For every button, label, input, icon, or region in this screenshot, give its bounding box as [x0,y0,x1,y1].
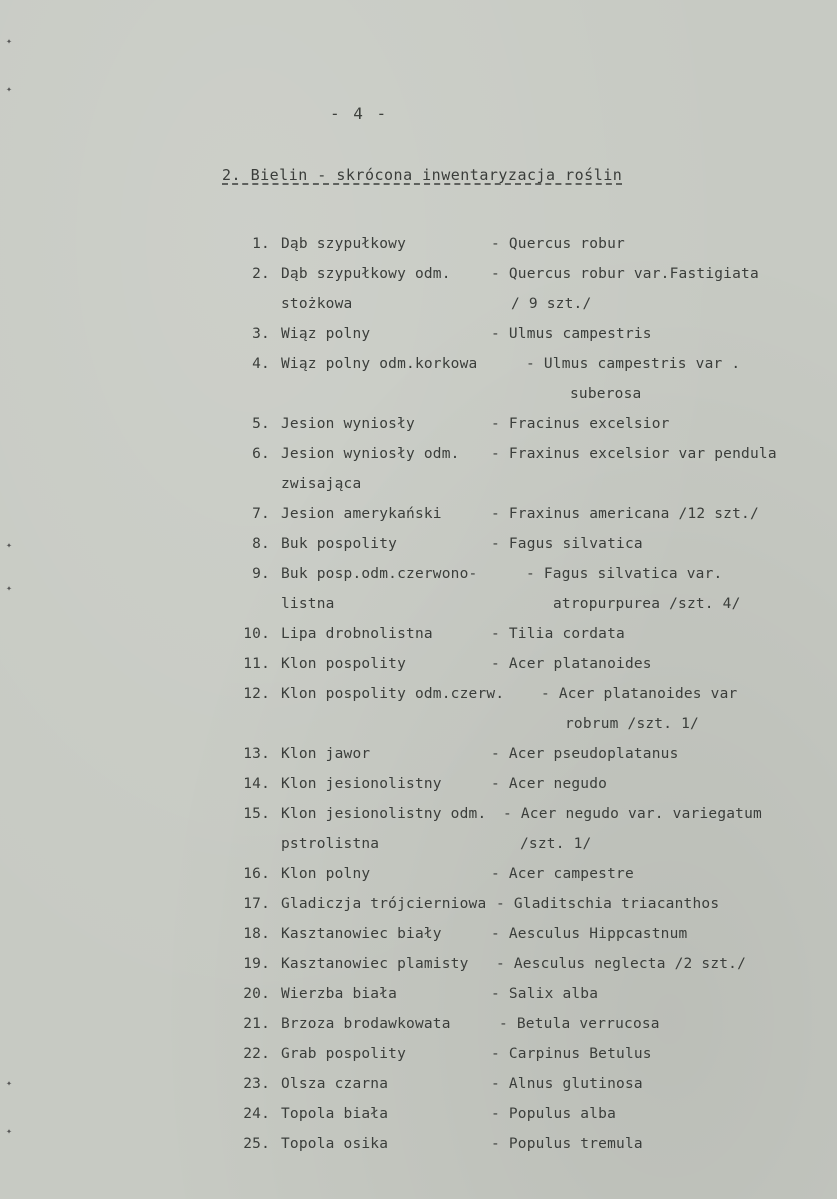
entry-number: 2. [252,266,270,282]
entry-latin-name: - Populus tremula [491,1136,643,1152]
entry-latin-name: - Salix alba [491,986,599,1002]
entry-number: 25. [243,1136,270,1152]
entry-polish-name-continued: pstrolistna [281,836,380,852]
margin-mark: ✦ [6,1078,13,1089]
entry-latin-name: - Acer platanoides var [541,686,738,702]
entry-polish-name: Dąb szypułkowy [281,236,407,252]
entry-polish-name: Topola biała [281,1106,389,1122]
entry-number: 5. [252,416,270,432]
entry-latin-name: - Carpinus Betulus [491,1046,652,1062]
entry-latin-name: - Acer negudo var. variegatum [503,806,762,822]
entry-number: 15. [243,806,270,822]
entry-polish-name-continued: zwisająca [281,476,362,492]
entry-latin-name: - Acer pseudoplatanus [491,746,679,762]
entry-polish-name: Jesion wyniosły [281,416,415,432]
entry-latin-name: - Fraxinus excelsior var pendula [491,446,777,462]
entry-latin-name: - Ulmus campestris [491,326,652,342]
entry-number: 10. [243,626,270,642]
entry-number: 8. [252,536,270,552]
margin-mark: ✦ [6,84,13,95]
entry-polish-name: Topola osika [281,1136,389,1152]
entry-polish-name: Wierzba biała [281,986,398,1002]
entry-latin-name-continued: suberosa [570,386,642,402]
entry-latin-name: - Gladitschia triacanthos [496,896,720,912]
entry-number: 18. [243,926,270,942]
entry-latin-name: - Alnus glutinosa [491,1076,643,1092]
entry-latin-name: - Ulmus campestris var . [526,356,741,372]
entry-latin-name: - Fraxinus americana /12 szt./ [491,506,759,522]
entry-polish-name: Klon jesionolistny odm. [281,806,487,822]
entry-polish-name: Klon polny [281,866,371,882]
entry-number: 19. [243,956,270,972]
entry-polish-name: Lipa drobnolistna [281,626,433,642]
entry-number: 11. [243,656,270,672]
entry-polish-name: Buk pospolity [281,536,398,552]
entry-number: 17. [243,896,270,912]
margin-mark: ✦ [6,583,13,594]
entry-polish-name: Wiąz polny [281,326,371,342]
entry-latin-name-continued: robrum /szt. 1/ [565,716,699,732]
entry-latin-name: - Fracinus excelsior [491,416,670,432]
entry-polish-name: Wiąz polny odm.korkowa [281,356,478,372]
entry-number: 24. [243,1106,270,1122]
entry-latin-name: - Acer campestre [491,866,634,882]
entry-number: 4. [252,356,270,372]
entry-latin-name: - Betula verrucosa [499,1016,660,1032]
entry-latin-name: - Tilia cordata [491,626,625,642]
entry-latin-name: - Populus alba [491,1106,617,1122]
entry-latin-name-continued: atropurpurea /szt. 4/ [553,596,741,612]
entry-polish-name: Buk posp.odm.czerwono- [281,566,478,582]
entry-latin-name: - Acer platanoides [491,656,652,672]
entry-number: 20. [243,986,270,1002]
entry-polish-name-continued: listna [281,596,335,612]
margin-mark: ✦ [6,1126,13,1137]
entry-number: 13. [243,746,270,762]
entry-latin-name: - Acer negudo [491,776,608,792]
entry-latin-name: - Aesculus Hippcastnum [491,926,688,942]
entry-polish-name: Klon jesionolistny [281,776,442,792]
entry-polish-name: Olsza czarna [281,1076,389,1092]
entry-number: 7. [252,506,270,522]
entry-number: 14. [243,776,270,792]
entry-number: 22. [243,1046,270,1062]
entry-polish-name: Klon pospolity odm.czerw. [281,686,505,702]
entry-polish-name: Klon jawor [281,746,371,762]
entry-polish-name: Jesion wyniosły odm. [281,446,460,462]
margin-mark: ✦ [6,36,13,47]
page-number: - 4 - [330,104,389,123]
entry-latin-name: - Aesculus neglecta /2 szt./ [496,956,747,972]
section-title: 2. Bielin - skrócona inwentaryzacja roślin [222,166,623,184]
entry-polish-name: Grab pospolity [281,1046,407,1062]
entry-number: 9. [252,566,270,582]
entry-number: 3. [252,326,270,342]
entry-number: 21. [243,1016,270,1032]
entry-polish-name: Kasztanowiec biały [281,926,442,942]
margin-mark: ✦ [6,540,13,551]
entry-number: 12. [243,686,270,702]
entry-polish-name: Jesion amerykański [281,506,442,522]
entry-latin-name: - Fagus silvatica var. [526,566,723,582]
entry-number: 16. [243,866,270,882]
entry-latin-name: - Quercus robur [491,236,625,252]
entry-polish-name: Brzoza brodawkowata [281,1016,451,1032]
entry-polish-name-continued: stożkowa [281,296,353,312]
entry-polish-name: Dąb szypułkowy odm. [281,266,451,282]
entry-polish-name: Gladiczja trójcierniowa [281,896,487,912]
entry-number: 23. [243,1076,270,1092]
entry-polish-name: Klon pospolity [281,656,407,672]
entry-latin-name-continued: /szt. 1/ [520,836,592,852]
entry-latin-name-continued: / 9 szt./ [511,296,592,312]
entry-latin-name: - Fagus silvatica [491,536,643,552]
entry-polish-name: Kasztanowiec plamisty [281,956,469,972]
entry-number: 1. [252,236,270,252]
entry-number: 6. [252,446,270,462]
entry-latin-name: - Quercus robur var.Fastigiata [491,266,759,282]
